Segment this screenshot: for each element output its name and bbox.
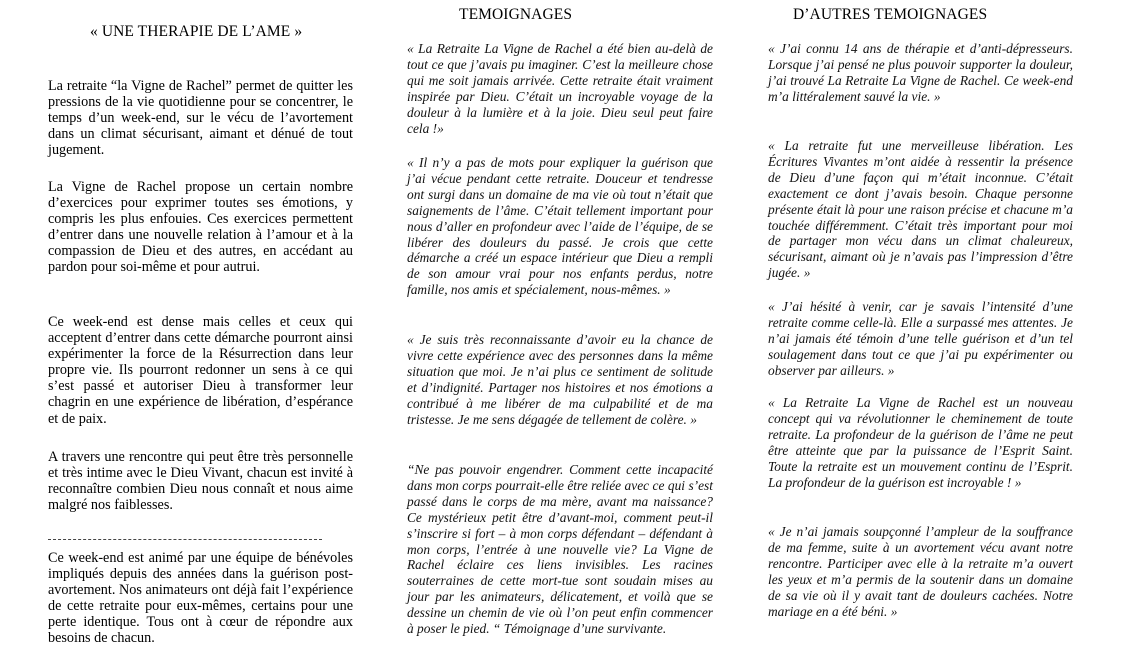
paragraph-exercices: La Vigne de Rachel propose un certain nombre d’exercices pour exprimer toutes ses émotions, y compris les plus enfouies. Ces exercices permettent d’entrer dans une nouvelle relation à l’amour et à la compassion de Dieu et des autres, en accédant au pardon pour soi-même et pour autrui. (48, 179, 353, 276)
heading-therapie-ame: « UNE THERAPIE DE L’AME » (90, 23, 303, 40)
testimony-quote: « La Retraite La Vigne de Rachel a été bien au-delà de tout ce que j’avais pu imaginer. C’est la meilleure chose qui me soit jamais arrivée. Cette retraite était vraiment inspirée par Dieu. C’était un incroyable voyage de la douleur à la lumière et à la joie. Dieu seul peut faire cela !» (407, 41, 713, 136)
testimony-quote: « J’ai connu 14 ans de thérapie et d’anti-dépresseurs. Lorsque j’ai pensé ne plus pouvoir supporter la douleur, j’ai trouvé La Retraite La Vigne de Rachel. Ce week-end m’a littéralement sauvé la vie. » (768, 41, 1073, 104)
paragraph-rencontre: A travers une rencontre qui peut être très personnelle et très intime avec le Dieu Vivant, chacun est invité à reconnaître combien Dieu nous connaît et nous aime malgré nos faiblesses. (48, 449, 353, 514)
testimony-quote: « La Retraite La Vigne de Rachel est un nouveau concept qui va révolutionner le cheminement de toute retraite. La profondeur de la guérison de l’âme ne peut être atteinte que par la puissance de l’Esprit Saint. Toute la retraite est un mouvement continu de l’Esprit. La profondeur de la guérison est incroyable ! » (768, 395, 1073, 490)
testimony-quote: « Il n’y a pas de mots pour expliquer la guérison que j’ai vécue pendant cette retraite. Douceur et tendresse ont surgi dans un domaine de ma vie où tout n’était que saignements de l’âme. C’était tellement important pour nous d’aller en profondeur avec l’aide de l’équipe, de se libérer des douleurs du passé. Je crois que cette démarche a créé un espace intérieur que Dieu a rempli de son amour vrai pour nos enfants perdus, notre famille, nos amis et spécialement, nous-mêmes. » (407, 155, 713, 298)
heading-temoignages: TEMOIGNAGES (459, 6, 573, 23)
testimony-quote: « Je n’ai jamais soupçonné l’ampleur de la souffrance de ma femme, suite à un avortement vécu avant notre rencontre. Participer avec elle à la retraite m’a ouvert les yeux et m’a permis de la soutenir dans un domaine de sa vie où il y avait tant de douleurs cachées. Notre mariage en a été béni. » (768, 524, 1073, 619)
testimony-quote: « Je suis très reconnaissante d’avoir eu la chance de vivre cette expérience avec des personnes dans la même situation que moi. Je n’ai plus ce sentiment de solitude et d’indignité. Partager nos histoires et nos émotions a contribué à me libérer de ma culpabilité et de ma tristesse. Je me sens dégagée de tellement de colère. » (407, 332, 713, 427)
paragraph-equipe: Ce week-end est animé par une équipe de bénévoles impliqués depuis des années dans la guérison post-avortement. Nos animateurs ont déjà fait l’expérience de cette retraite pour eux-mêmes, certains pour une perte identique. Tous ont à cœur de répondre aux besoins de chacun. (48, 550, 353, 647)
testimony-quote: « J’ai hésité à venir, car je savais l’intensité d’une retraite comme celle-là. Elle a surpassé mes attentes. Je n’ai jamais été témoin d’une telle guérison et d’un tel soulagement dans tout ce que j’ai pu expérimenter ou observer par ailleurs. » (768, 299, 1073, 378)
heading-autres-temoignages: D’AUTRES TEMOIGNAGES (793, 6, 988, 23)
paragraph-resurrection: Ce week-end est dense mais celles et ceux qui acceptent d’entrer dans cette démarche pourront ainsi expérimenter la force de la Résurrection dans leur propre vie. Ils pourront redonner un sens à ce qui s’est passé et autoriser Dieu à transformer leur chagrin en une expérience de libération, d’espérance et de paix. (48, 314, 353, 427)
divider-line (48, 539, 322, 540)
paragraph-intro: La retraite “la Vigne de Rachel” permet de quitter les pressions de la vie quotidienne pour se concentrer, le temps d’un week-end, sur le vécu de l’avortement dans un climat sécurisant, aimant et dénué de tout jugement. (48, 78, 353, 159)
testimony-quote: « La retraite fut une merveilleuse libération. Les Écritures Vivantes m’ont aidée à ressentir la présence de Dieu d’une façon qui m’était inconnue. C’était exactement ce dont j’avais besoin. Chaque personne présente était là pour une raison précise et chacune m’a touchée différemment. C’était très important pour moi de partager mon vécu dans un climat chaleureux, sécurisant, aimant où je n’avais pas l’impression d’être jugée. » (768, 138, 1073, 281)
testimony-quote: “Ne pas pouvoir engendrer. Comment cette incapacité dans mon corps pourrait-elle être reliée avec ce qui s’est passé dans le corps de ma mère, avant ma naissance? Ce mystérieux petit être d’avant-moi, comment peut-il s’inscrire si fort – à mon corps défendant – défendant à mon corps, l’entrée à une nouvelle vie? La Vigne de Rachel éclaire ces liens invisibles. Les racines souterraines de cette mort-tue sont soudain mises au jour par les animateurs, délicatement, et voilà que se dessine un chemin de vie où l’on peut enfin commencer à poser le pied. “ Témoignage d’une survivante. (407, 462, 713, 637)
